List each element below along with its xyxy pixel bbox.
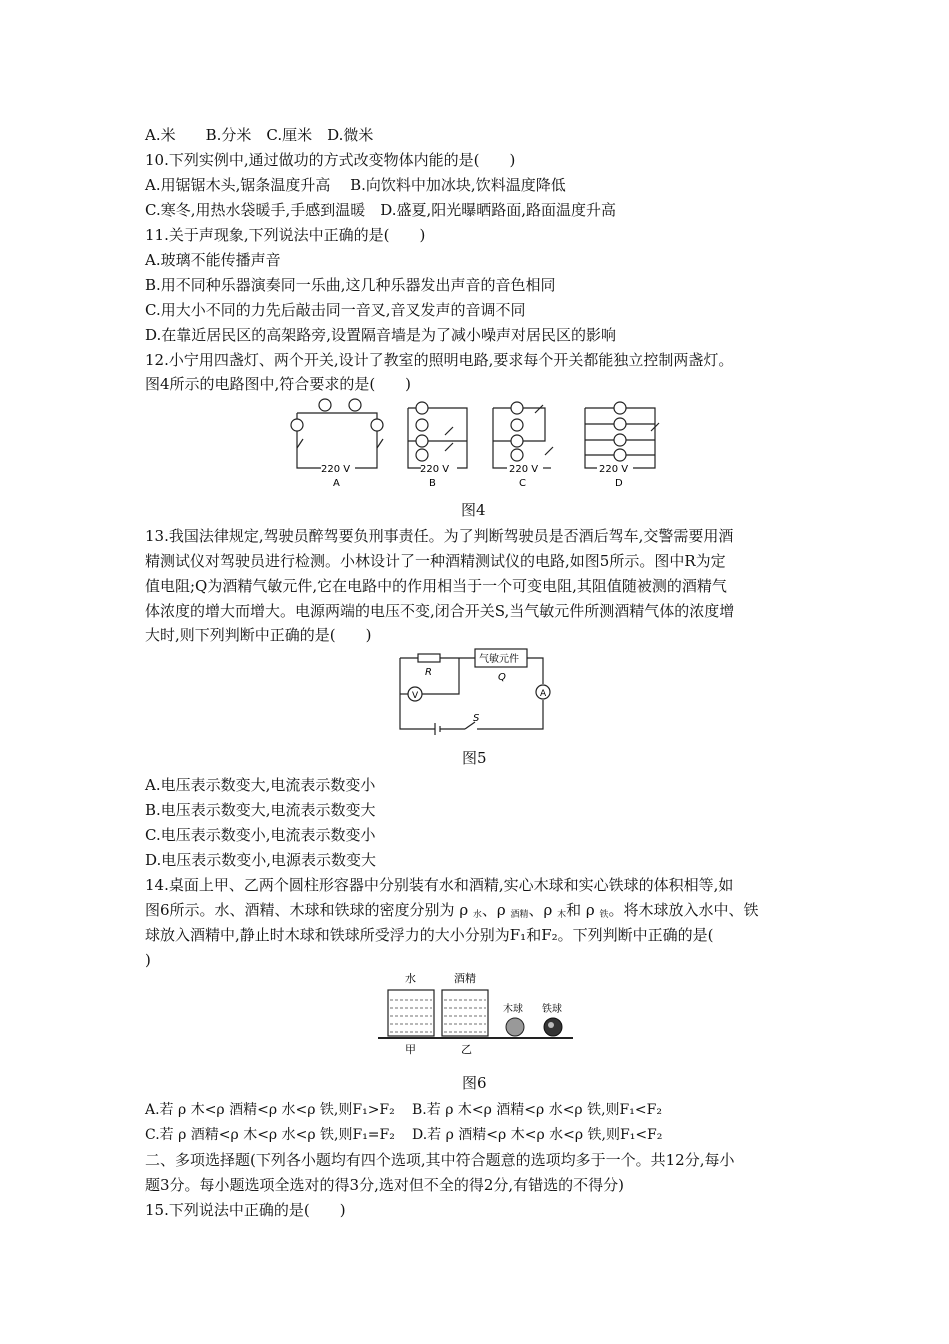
q13-stem-line4: 体浓度的增大而增大。电源两端的电压不变,闭合开关S,当气敏元件所测酒精气体的浓度增 (145, 602, 735, 620)
fig4-label-d: D (615, 478, 623, 489)
q15-stem: 15.下列说法中正确的是( ) (145, 1201, 346, 1219)
q10-options-cd: C.寒冬,用热水袋暖手,手感到温暖 D.盛夏,阳光曝晒路面,路面温度升高 (145, 201, 617, 219)
fig5-switch-label: S (473, 713, 480, 724)
fig4-label-c: C (519, 478, 526, 489)
q14-option-d: D.若 ρ 酒精<ρ 木<ρ 水<ρ 铁,则F₁<F₂ (412, 1127, 663, 1143)
q9-options: A.米 B.分米 C.厘米 D.微米 (145, 126, 374, 144)
q13-option-c: C.电压表示数变小,电流表示数变小 (145, 826, 376, 844)
fig4-voltage-b: 220 V (420, 464, 450, 475)
fig6-iron-label: 铁球 (542, 1004, 562, 1015)
figure-5-caption: 图5 (462, 749, 487, 767)
q14-option-a: A.若 ρ 木<ρ 酒精<ρ 水<ρ 铁,则F₁>F₂ (145, 1102, 395, 1118)
q13-option-a: A.电压表示数变大,电流表示数变小 (145, 776, 376, 794)
fig6-wood-label: 木球 (503, 1004, 523, 1015)
q11-option-a: A.玻璃不能传播声音 (145, 251, 281, 269)
fig6-jia-label: 甲 (405, 1043, 416, 1056)
figure-5-circuit (395, 646, 555, 738)
section-two-instructions: 题3分。每小题选项全选对的得3分,选对但不全的得2分,有错选的不得分) (145, 1176, 625, 1194)
q13-stem-line1: 13.我国法律规定,驾驶员醉驾要负刑事责任。为了判断驾驶员是否酒后驾车,交警需要用酒 (145, 527, 734, 545)
q12-stem-line1: 12.小宁用四盏灯、两个开关,设计了教室的照明电路,要求每个开关都能独立控制两盏灯。 (145, 351, 734, 369)
fig4-voltage-a: 220 V (321, 464, 351, 475)
q11-option-c: C.用大小不同的力先后敲击同一音叉,音叉发声的音调不同 (145, 301, 526, 319)
fig5-sensor-label: 气敏元件 (479, 654, 519, 665)
q10-options-ab: A.用锯锯木头,锯条温度升高 B.向饮料中加冰块,饮料温度降低 (145, 176, 566, 194)
q14-stem-line1: 14.桌面上甲、乙两个圆柱形容器中分别装有水和酒精,实心木球和实心铁球的体积相等,如 (145, 876, 734, 894)
fig4-label-a: A (333, 478, 340, 489)
wood-ball (506, 1018, 524, 1036)
section-two-heading: 二、多项选择题(下列各小题均有四个选项,其中符合题意的选项均多于一个。共12分,每小 (145, 1151, 735, 1169)
q13-option-b: B.电压表示数变大,电流表示数变大 (145, 801, 376, 819)
fig6-water-label: 水 (405, 972, 416, 985)
q13-stem-line2: 精测试仪对驾驶员进行检测。小林设计了一种酒精测试仪的电路,如图5所示。图中R为定 (145, 552, 726, 570)
q13-stem-line5: 大时,则下列判断中正确的是( ) (145, 626, 372, 644)
q11-stem: 11.关于声现象,下列说法中正确的是( ) (145, 226, 426, 244)
q13-option-d: D.电压表示数变小,电源表示数变大 (145, 851, 377, 869)
q11-option-d: D.在靠近居民区的高架路旁,设置隔音墙是为了减小噪声对居民区的影响 (145, 326, 617, 344)
figure-6-caption: 图6 (462, 1074, 487, 1092)
q12-stem-line2: 图4所示的电路图中,符合要求的是( ) (145, 375, 412, 393)
fig5-ammeter-label: A (540, 689, 547, 699)
q14-stem-line2: 图6所示。水、酒精、木球和铁球的密度分别为 ρ $_水$、ρ $_{酒精}$、ρ $_木$和 ρ $_铁$。将木球放入水中、铁 (145, 901, 759, 920)
fig4-label-b: B (429, 478, 436, 489)
fig5-r-label: R (425, 667, 432, 678)
fig5-voltmeter-label: V (412, 691, 419, 701)
q14-stem-line4: ) (145, 951, 151, 969)
q14-option-b: B.若 ρ 木<ρ 酒精<ρ 水<ρ 铁,则F₁<F₂ (412, 1102, 662, 1118)
figure-4-caption: 图4 (461, 501, 486, 519)
q13-stem-line3: 值电阻;Q为酒精气敏元件,它在电路中的作用相当于一个可变电阻,其阻值随被测的酒精气 (145, 577, 727, 595)
fig6-alcohol-label: 酒精 (454, 972, 476, 985)
q14-stem-line3: 球放入酒精中,静止时木球和铁球所受浮力的大小分别为F₁和F₂。下列判断中正确的是( (145, 926, 714, 944)
q14-option-c: C.若 ρ 酒精<ρ 木<ρ 水<ρ 铁,则F₁=F₂ (145, 1127, 395, 1143)
q11-option-b: B.用不同种乐器演奏同一乐曲,这几种乐器发出声音的音色相同 (145, 276, 556, 294)
fig4-voltage-c: 220 V (509, 464, 539, 475)
figure-6-containers (378, 968, 573, 1060)
fig5-q-label: Q (498, 672, 506, 683)
fig4-voltage-d: 220 V (599, 464, 629, 475)
figure-4-circuits (285, 393, 665, 493)
q10-stem: 10.下列实例中,通过做功的方式改变物体内能的是( ) (145, 151, 516, 169)
fig6-yi-label: 乙 (461, 1043, 472, 1056)
